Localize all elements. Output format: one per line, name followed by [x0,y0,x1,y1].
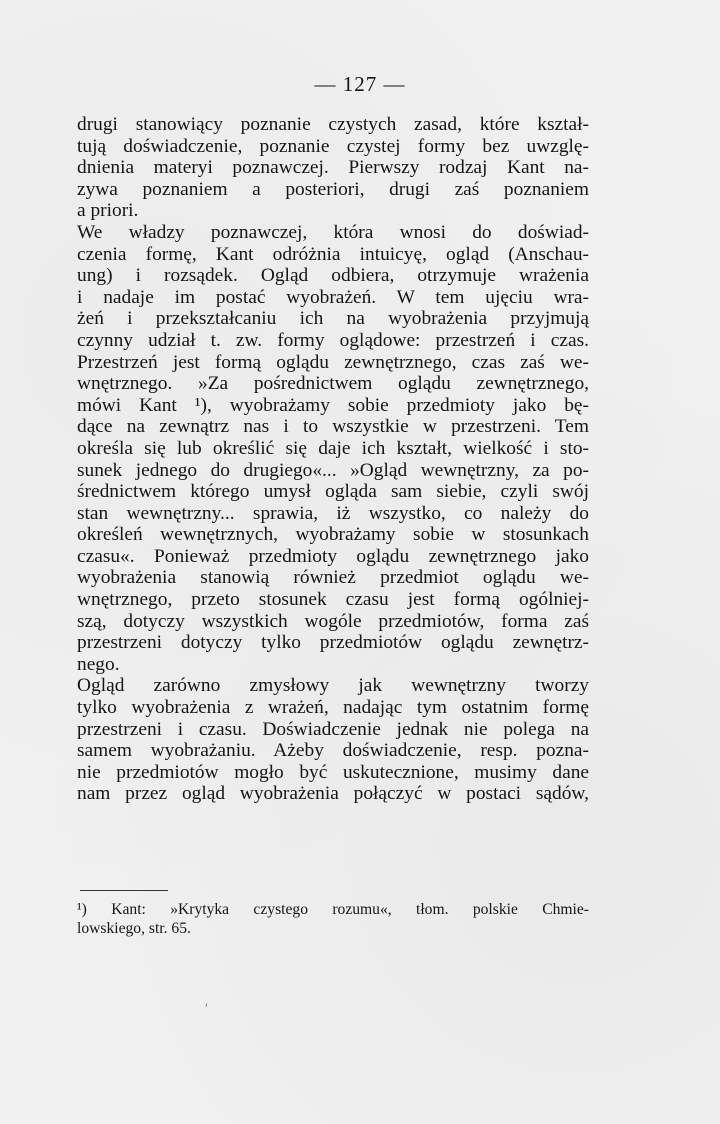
footnote [77,900,589,938]
text-line: przestrzeni i czasu. Doświadczenie jednak nie polega na [77,718,589,740]
text-line: określa się lub określić się daje ich kształt, wielkość i sto- [77,437,589,459]
text-line: czenia formę, Kant odróżnia intuicyę, ogląd (Anschau- [77,243,589,265]
main-text [77,114,589,805]
text-line: szą, dotyczy wszystkich wogóle przedmiotów, forma zaś [77,610,589,632]
text-line: nie przedmiotów mogło być uskutecznione, musimy dane [77,761,589,783]
text-line: sunek jednego do drugiego«... »Ogląd wewnętrzny, za po- [77,459,589,481]
text-line: tylko wyobrażenia z wrażeń, nadając tym ostatnim formę [77,697,589,719]
text-line: czasu«. Ponieważ przedmioty oglądu zewnętrznego jako [77,545,589,567]
text-line: średnictwem którego umysł ogląda sam siebie, czyli swój [77,481,589,503]
text-line: tują doświadczenie, poznanie czystej formy bez uwzglę- [77,135,589,157]
text-line: Przestrzeń jest formą oglądu zewnętrznego, czas zaś we- [77,351,589,373]
text-line: czynny udział t. zw. formy oglądowe: przestrzeń i czas. [77,329,589,351]
text-line: przestrzeni dotyczy tylko przedmiotów oglądu zewnętrz- [77,632,589,654]
text-line: We władzy poznawczej, która wnosi do doświad- [77,221,589,243]
text-line: zywa poznaniem a posteriori, drugi zaś poznaniem [77,178,589,200]
text-line: a priori. [77,200,139,222]
text-line: mówi Kant ¹), wyobrażamy sobie przedmioty jako bę- [77,394,589,416]
page-number: — 127 — [314,72,406,96]
text-line: nam przez ogląd wyobrażenia połączyć w postaci sądów, [77,783,589,805]
text-line: drugi stanowiący poznanie czystych zasad, które kształ- [77,114,589,135]
text-line: i nadaje im postać wyobrażeń. W tem ujęciu wra- [77,286,589,308]
text-line: określeń wewnętrznych, wyobrażamy sobie w stosunkach [77,524,589,546]
ink-mark: ʹ [205,1002,209,1017]
text-line: ung) i rozsądek. Ogląd odbiera, otrzymuje wrażenia [77,265,589,287]
text-line: żeń i przekształcaniu ich na wyobrażenia przyjmują [77,308,589,330]
text-line: wyobrażenia stanowią również przedmiot oglądu we- [77,567,589,589]
text-line: dnienia materyi poznawczej. Pierwszy rodzaj Kant na- [77,157,589,179]
text-line: samem wyobrażaniu. Ażeby doświadczenie, resp. pozna- [77,740,589,762]
footnote-divider [80,890,168,891]
text-line: wnętrznego. »Za pośrednictwem oglądu zewnętrznego, [77,373,589,395]
text-line: nego. [77,653,120,675]
footnote-line: ¹) Kant: »Krytyka czystego rozumu«, tłom. polskie Chmie- [77,901,589,918]
text-line: stan wewnętrzny... sprawia, iż wszystko, co należy do [77,502,589,524]
text-line: wnętrznego, przeto stosunek czasu jest formą ogólniej- [77,589,589,611]
text-line: dące na zewnątrz nas i to wszystkie w przestrzeni. Tem [77,416,589,438]
footnote-line: lowskiego, str. 65. [77,920,191,937]
text-line: Ogląd zarówno zmysłowy jak wewnętrzny tworzy [77,675,589,697]
